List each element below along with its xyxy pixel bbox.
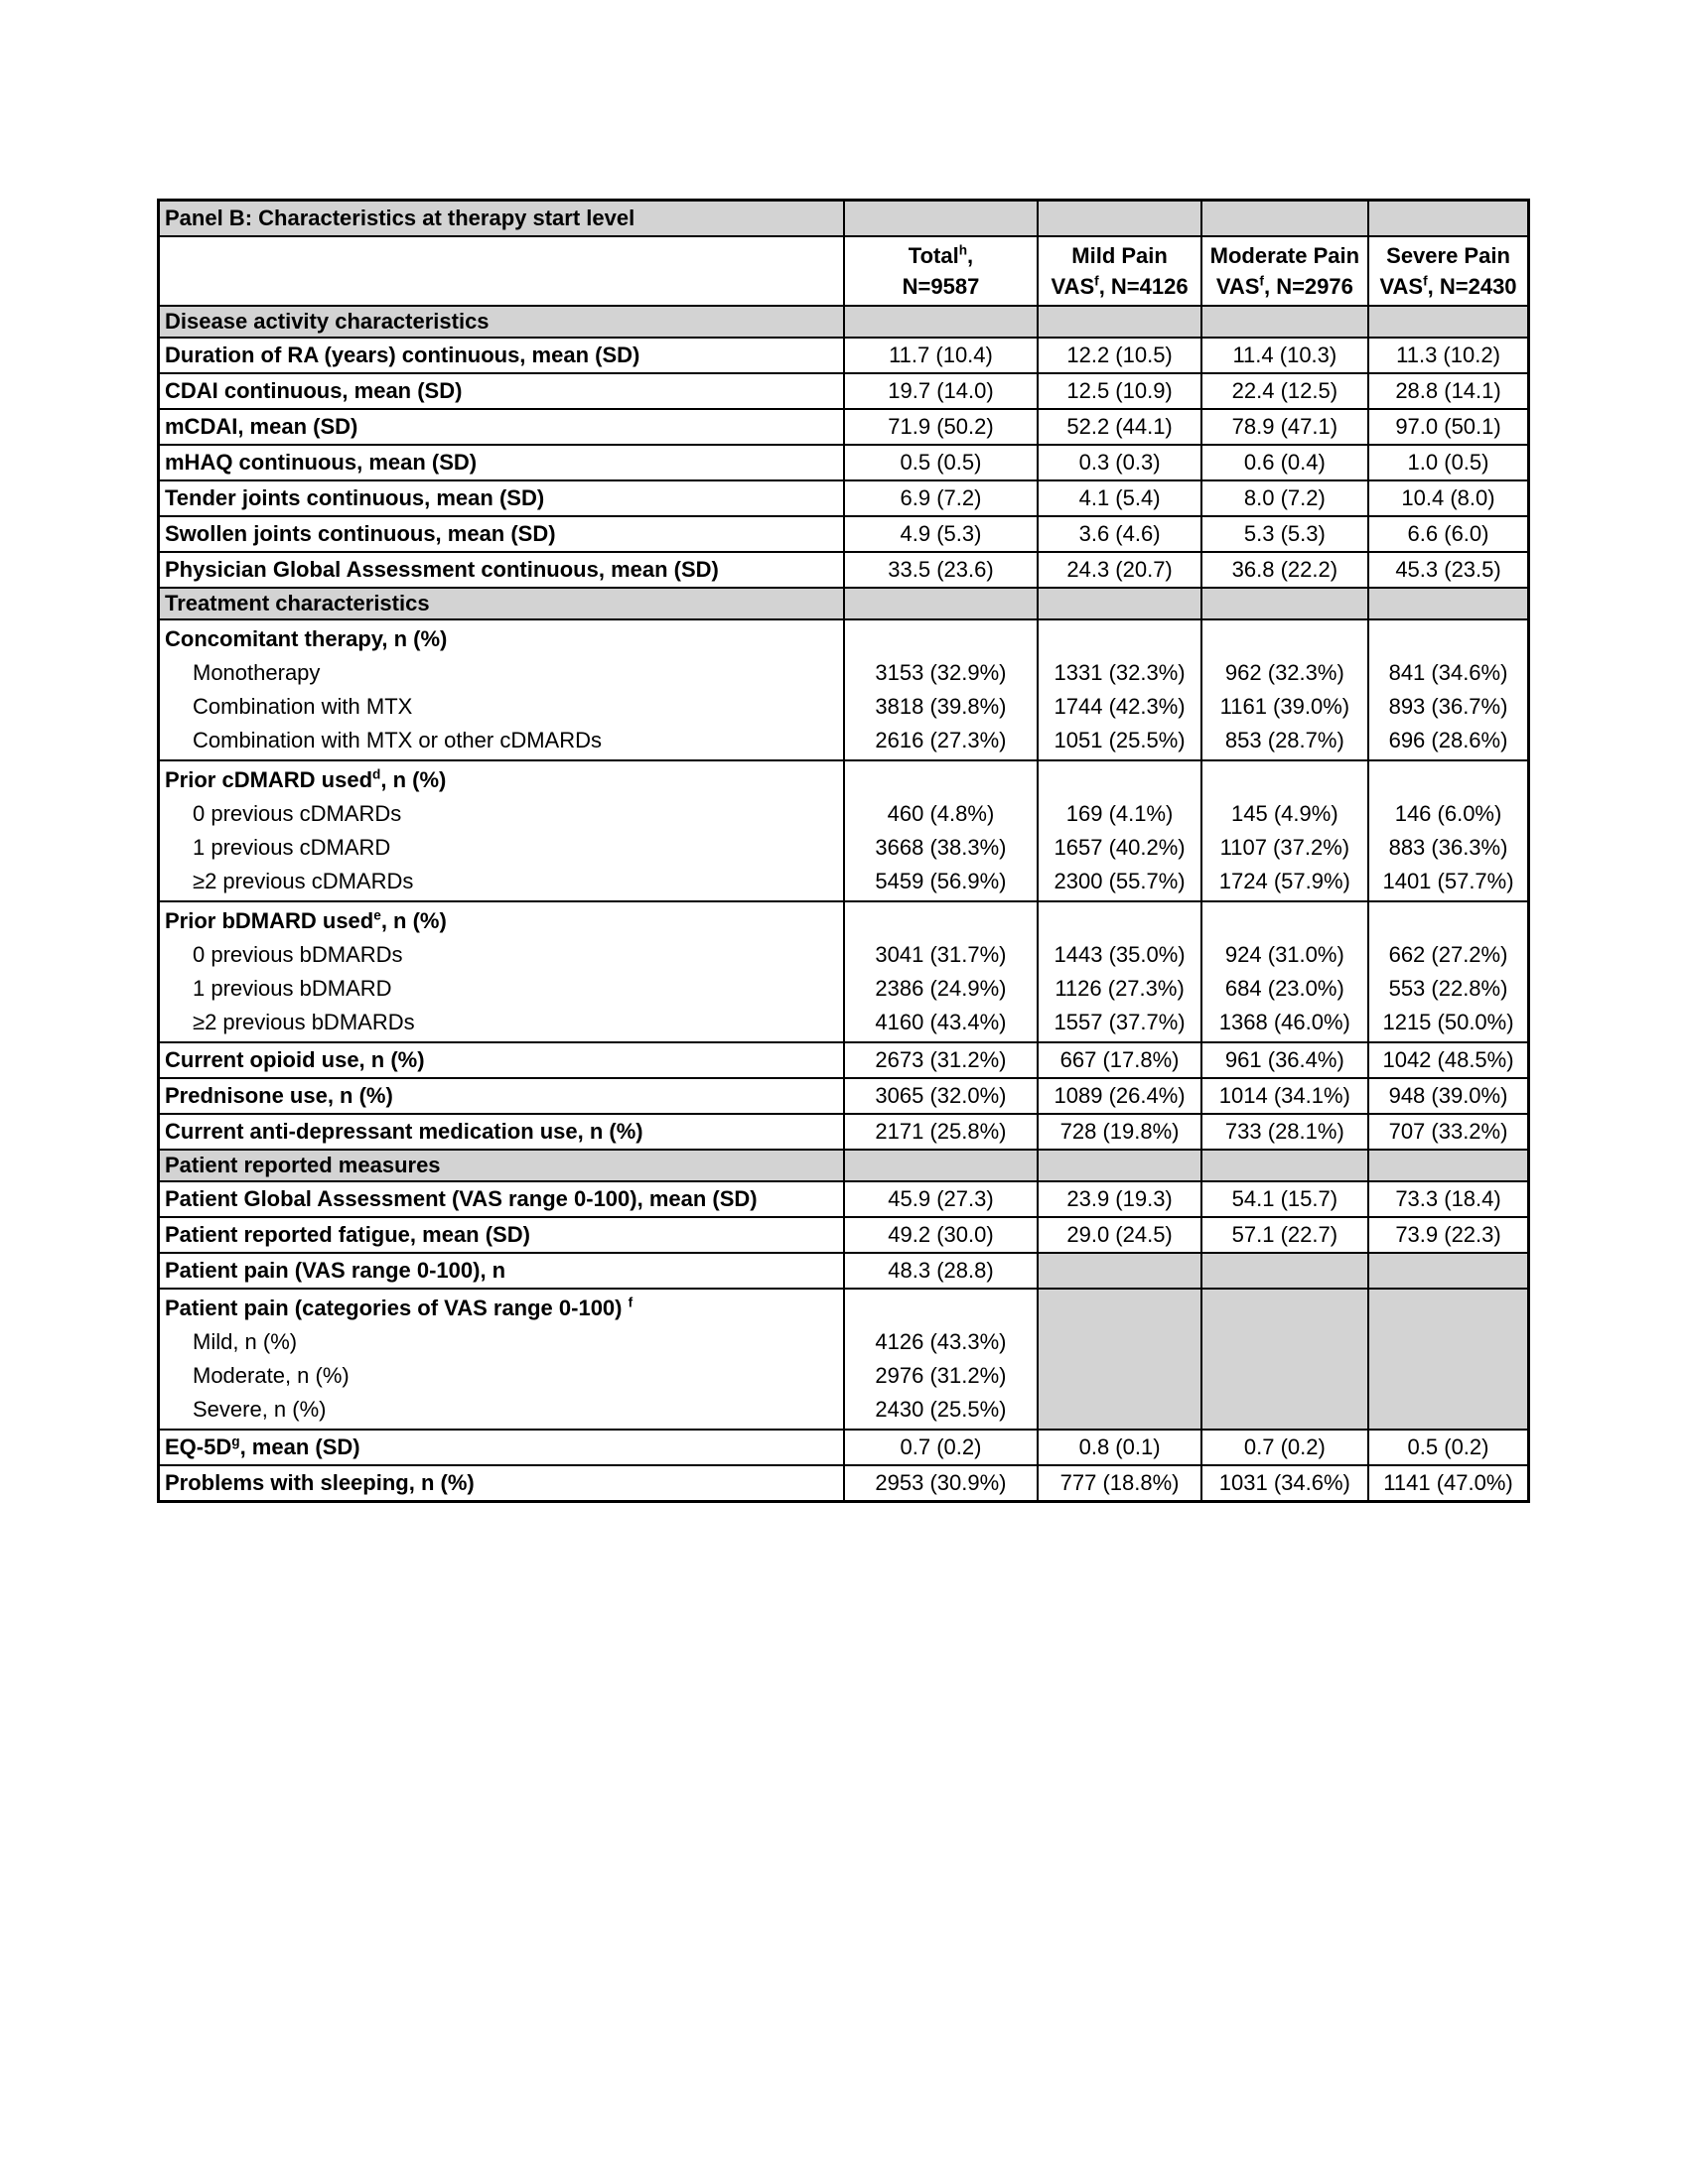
table-row [159,588,1529,619]
row-label: Patient reported fatigue, mean (SD) [159,1217,844,1253]
empty-cell [844,1150,1039,1181]
group-value-spacer [1044,763,1195,797]
group-value: 5459 (56.9%) [875,869,1007,893]
value-cell: 54.1 (15.7) [1201,1181,1368,1217]
value-cell: 11.3 (10.2) [1368,338,1528,373]
group-value: 1161 (39.0%) [1219,694,1350,719]
group-value-spacer [1044,622,1195,656]
column-header [1201,236,1368,306]
value-cell-group [1368,760,1528,901]
row-label: Patient Global Assessment (VAS range 0-100), mean (SD) [159,1181,844,1217]
group-sub-label: ≥2 previous cDMARDs [193,869,414,893]
value-cell: 4.9 (5.3) [844,516,1039,552]
table-row [159,201,1529,237]
value-cell: 48.3 (28.8) [844,1253,1039,1289]
empty-cell [844,588,1039,619]
empty-cell [1201,1253,1368,1289]
group-value: 2386 (24.9%) [875,976,1007,1001]
value-cell-group [1201,901,1368,1042]
value-cell: 2673 (31.2%) [844,1042,1039,1078]
superscript-footnote-mark: d [372,766,381,782]
value-cell: 23.9 (19.3) [1038,1181,1200,1217]
superscript-footnote-mark: h [958,242,968,258]
row-label-group [159,760,844,901]
table-row [159,1078,1529,1114]
empty-cell [1038,1253,1200,1289]
group-value: 1368 (46.0%) [1218,1010,1350,1034]
value-cell: 1031 (34.6%) [1201,1465,1368,1502]
table-row [159,1430,1529,1465]
value-cell: 22.4 (12.5) [1201,373,1368,409]
value-cell: 71.9 (50.2) [844,409,1039,445]
column-header-line: Mild Pain [1071,243,1168,268]
value-cell-group [844,901,1039,1042]
value-cell-group [1038,901,1200,1042]
value-cell: 3065 (32.0%) [844,1078,1039,1114]
value-cell: 12.5 (10.9) [1038,373,1200,409]
row-label: mHAQ continuous, mean (SD) [159,445,844,480]
group-value: 962 (32.3%) [1224,660,1344,685]
group-label: Patient pain (categories of VAS range 0-100) $^f$ [165,1295,633,1320]
group-sub-label: Mild, n (%) [193,1329,298,1354]
value-cell: 97.0 (50.1) [1368,409,1528,445]
value-cell: 2953 (30.9%) [844,1465,1039,1502]
group-value: 2976 (31.2%) [875,1363,1007,1388]
group-value: 2430 (25.5%) [875,1397,1007,1422]
group-value: 2616 (27.3%) [875,728,1007,752]
group-value: 893 (36.7%) [1388,694,1508,719]
group-sub-label: Severe, n (%) [193,1397,327,1422]
group-label: Concomitant therapy, n (%) [165,626,448,651]
group-value: 146 (6.0%) [1394,801,1502,826]
group-value-spacer [1374,763,1522,797]
value-cell: 667 (17.8%) [1038,1042,1200,1078]
table-row [159,445,1529,480]
table-row [159,338,1529,373]
group-value: 1107 (37.2%) [1219,835,1350,860]
table-title: Panel B: Characteristics at therapy start level [159,201,844,237]
value-cell: 0.5 (0.5) [844,445,1039,480]
column-header [1368,236,1528,306]
value-cell: 0.8 (0.1) [1038,1430,1200,1465]
empty-cell [1038,1150,1200,1181]
group-value: 145 (4.9%) [1231,801,1338,826]
group-value: 853 (28.7%) [1224,728,1344,752]
value-cell: 733 (28.1%) [1201,1114,1368,1150]
empty-cell [844,306,1039,338]
value-cell: 12.2 (10.5) [1038,338,1200,373]
group-value: 3153 (32.9%) [875,660,1007,685]
superscript-footnote-mark: f [1259,273,1264,289]
column-header-line: VAS$^f$, N=2976 [1215,273,1353,299]
empty-cell [1368,201,1528,237]
row-label: Tender joints continuous, mean (SD) [159,480,844,516]
value-cell: 0.5 (0.2) [1368,1430,1528,1465]
group-sub-label: 0 previous cDMARDs [193,801,402,826]
row-label: Patient pain (VAS range 0-100), n [159,1253,844,1289]
table-row [159,1114,1529,1150]
group-value: 3818 (39.8%) [875,694,1007,719]
value-cell: 707 (33.2%) [1368,1114,1528,1150]
table-row [159,1289,1529,1430]
value-cell-group [1038,619,1200,760]
table-row [159,306,1529,338]
group-value: 3041 (31.7%) [875,942,1007,967]
value-cell: 57.1 (22.7) [1201,1217,1368,1253]
table-row [159,619,1529,760]
group-value: 1331 (32.3%) [1054,660,1186,685]
table-row [159,760,1529,901]
table-row [159,409,1529,445]
group-value: 924 (31.0%) [1224,942,1344,967]
table-row [159,901,1529,1042]
group-value: 662 (27.2%) [1388,942,1508,967]
empty-cell [844,201,1039,237]
empty-cell [1038,306,1200,338]
group-value: 169 (4.1%) [1065,801,1174,826]
group-value: 4126 (43.3%) [875,1329,1007,1354]
value-cell: 4.1 (5.4) [1038,480,1200,516]
value-cell: 29.0 (24.5) [1038,1217,1200,1253]
group-value: 460 (4.8%) [887,801,995,826]
table-row [159,1217,1529,1253]
group-value-spacer [1207,622,1362,656]
value-cell: 49.2 (30.0) [844,1217,1039,1253]
superscript-footnote-mark: g [231,1433,240,1449]
table-row [159,1042,1529,1078]
panel-b-table [157,199,1530,1503]
empty-cell [1038,1289,1200,1430]
empty-cell [1038,201,1200,237]
table-row [159,1253,1529,1289]
group-sub-label: Moderate, n (%) [193,1363,350,1388]
group-value: 553 (22.8%) [1388,976,1508,1001]
group-value: 1724 (57.9%) [1218,869,1350,893]
table-row [159,1181,1529,1217]
header-spacer-cell [159,236,844,306]
group-value-spacer [1044,904,1195,938]
value-cell: 36.8 (22.2) [1201,552,1368,588]
value-cell: 0.7 (0.2) [844,1430,1039,1465]
group-value: 1215 (50.0%) [1382,1010,1514,1034]
value-cell-group [1368,901,1528,1042]
table-row [159,480,1529,516]
value-cell: 728 (19.8%) [1038,1114,1200,1150]
value-cell: 777 (18.8%) [1038,1465,1200,1502]
row-label: Problems with sleeping, n (%) [159,1465,844,1502]
group-value: 4160 (43.4%) [875,1010,1007,1034]
empty-cell [1368,306,1528,338]
value-cell-group [844,760,1039,901]
value-cell: 52.2 (44.1) [1038,409,1200,445]
value-cell: 78.9 (47.1) [1201,409,1368,445]
row-label-group [159,901,844,1042]
value-cell-group [1038,760,1200,901]
value-cell: 6.6 (6.0) [1368,516,1528,552]
group-sub-label: 0 previous bDMARDs [193,942,403,967]
group-sub-label: 1 previous cDMARD [193,835,391,860]
group-value-spacer [1374,904,1522,938]
value-cell: 1141 (47.0%) [1368,1465,1528,1502]
group-value: 1401 (57.7%) [1382,869,1514,893]
value-cell: 73.9 (22.3) [1368,1217,1528,1253]
group-value-spacer [850,763,1033,797]
table-row [159,1150,1529,1181]
table-row [159,1465,1529,1502]
value-cell-group [1368,619,1528,760]
value-cell-group [1201,760,1368,901]
table-row [159,552,1529,588]
group-value-spacer [1207,763,1362,797]
empty-cell [1368,1150,1528,1181]
superscript-footnote-mark: f [628,1295,633,1310]
row-label: mCDAI, mean (SD) [159,409,844,445]
group-value: 1744 (42.3%) [1054,694,1186,719]
empty-cell [1368,588,1528,619]
value-cell: 19.7 (14.0) [844,373,1039,409]
value-cell: 45.9 (27.3) [844,1181,1039,1217]
row-label-group [159,1289,844,1430]
group-value: 841 (34.6%) [1388,660,1508,685]
group-sub-label: Combination with MTX [193,694,413,719]
column-header-line: Moderate Pain [1209,243,1360,268]
value-cell: 8.0 (7.2) [1201,480,1368,516]
empty-cell [1201,1150,1368,1181]
group-value: 2300 (55.7%) [1054,869,1186,893]
group-sub-label: Combination with MTX or other cDMARDs [193,728,603,752]
column-header-line: N=9587 [902,274,980,299]
group-value-spacer [850,622,1033,656]
value-cell: 28.8 (14.1) [1368,373,1528,409]
column-header-line: Total$^h$, [908,242,974,268]
superscript-footnote-mark: e [373,907,381,923]
value-cell: 5.3 (5.3) [1201,516,1368,552]
row-label-group [159,619,844,760]
value-cell: 0.3 (0.3) [1038,445,1200,480]
group-value: 1443 (35.0%) [1054,942,1186,967]
value-cell: 1014 (34.1%) [1201,1078,1368,1114]
value-cell: 33.5 (23.6) [844,552,1039,588]
value-cell: 1042 (48.5%) [1368,1042,1528,1078]
row-label: CDAI continuous, mean (SD) [159,373,844,409]
group-value-spacer [1207,904,1362,938]
value-cell: 1.0 (0.5) [1368,445,1528,480]
group-value: 1051 (25.5%) [1054,728,1186,752]
value-cell: 73.3 (18.4) [1368,1181,1528,1217]
group-value-spacer [850,1292,1033,1325]
group-sub-label: ≥2 previous bDMARDs [193,1010,415,1034]
group-sub-label: 1 previous bDMARD [193,976,392,1001]
section-header: Patient reported measures [159,1150,844,1181]
group-value-spacer [850,904,1033,938]
empty-cell [1201,306,1368,338]
group-value: 1657 (40.2%) [1054,835,1186,860]
column-header [1038,236,1200,306]
value-cell: 11.7 (10.4) [844,338,1039,373]
column-header-line: Severe Pain [1386,243,1510,268]
empty-cell [1038,588,1200,619]
column-header-line: VAS$^f$, N=2430 [1379,273,1517,299]
column-header-line: VAS$^f$, N=4126 [1051,273,1189,299]
section-header: Disease activity characteristics [159,306,844,338]
superscript-footnote-mark: f [1423,273,1428,289]
value-cell: 948 (39.0%) [1368,1078,1528,1114]
empty-cell [1368,1289,1528,1430]
group-value: 3668 (38.3%) [875,835,1007,860]
group-value: 684 (23.0%) [1224,976,1344,1001]
row-label: $EQ-5D^g$, mean (SD) [159,1430,844,1465]
superscript-footnote-mark: f [1094,273,1099,289]
column-header [844,236,1039,306]
group-sub-label: Monotherapy [193,660,321,685]
empty-cell [1201,1289,1368,1430]
empty-cell [1201,588,1368,619]
value-cell: 10.4 (8.0) [1368,480,1528,516]
value-cell: 1089 (26.4%) [1038,1078,1200,1114]
value-cell-group [1201,619,1368,760]
row-label: Duration of RA (years) continuous, mean (SD) [159,338,844,373]
row-label: Current anti-depressant medication use, n (%) [159,1114,844,1150]
row-label: Physician Global Assessment continuous, mean (SD) [159,552,844,588]
group-value: 883 (36.3%) [1388,835,1508,860]
group-value: 696 (28.6%) [1388,728,1508,752]
value-cell: 3.6 (4.6) [1038,516,1200,552]
group-label: Prior cDMARD used$^d$, n (%) [165,766,447,792]
row-label: Swollen joints continuous, mean (SD) [159,516,844,552]
value-cell: 2171 (25.8%) [844,1114,1039,1150]
value-cell: 0.7 (0.2) [1201,1430,1368,1465]
group-label: Prior bDMARD used$^e$, n (%) [165,907,447,933]
value-cell: 24.3 (20.7) [1038,552,1200,588]
row-label: Current opioid use, n (%) [159,1042,844,1078]
value-cell: 11.4 (10.3) [1201,338,1368,373]
table-row [159,236,1529,306]
empty-cell [1201,201,1368,237]
table-row [159,516,1529,552]
row-label: Prednisone use, n (%) [159,1078,844,1114]
value-cell-group [844,1289,1039,1430]
value-cell: 45.3 (23.5) [1368,552,1528,588]
value-cell: 0.6 (0.4) [1201,445,1368,480]
value-cell-group [844,619,1039,760]
value-cell: 6.9 (7.2) [844,480,1039,516]
empty-cell [1368,1253,1528,1289]
table-row [159,373,1529,409]
group-value-spacer [1374,622,1522,656]
section-header: Treatment characteristics [159,588,844,619]
panel-b-table-container [157,199,1530,1503]
group-value: 1126 (27.3%) [1055,976,1185,1001]
value-cell: 961 (36.4%) [1201,1042,1368,1078]
group-value: 1557 (37.7%) [1054,1010,1186,1034]
